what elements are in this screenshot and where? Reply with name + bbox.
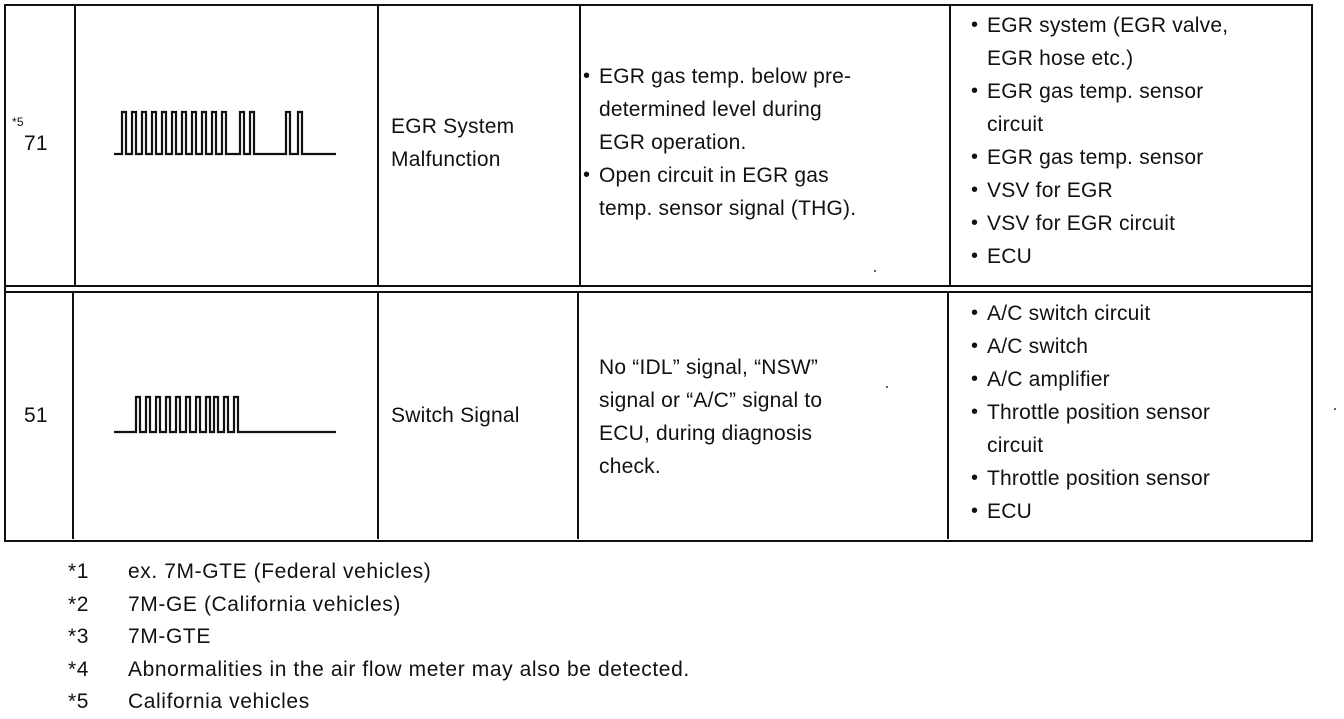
list-item-line: EGR operation. (599, 131, 747, 154)
list-item (579, 159, 856, 225)
code-footnote-mark: *5 (12, 115, 24, 129)
list-item-line: • VSV for EGR circuit (987, 212, 1176, 235)
diagnosis-line: ECU, during diagnosis (599, 422, 813, 445)
list-item-line: • ECU (987, 500, 1032, 523)
footnote-mark: *2 (68, 592, 90, 616)
diagnosis-cell (579, 291, 949, 539)
footnote (68, 589, 690, 622)
list-item (967, 141, 1307, 174)
diagnosis-list (579, 60, 856, 225)
system-name (377, 399, 520, 432)
footnote-text: 7M-GE (California vehicles) (128, 592, 401, 616)
list-item (967, 9, 1307, 75)
footnote-text: California vehicles (128, 690, 310, 713)
code-number: 71 (24, 132, 48, 155)
list-item-line: determined level during (599, 98, 822, 121)
list-item-line: • A/C amplifier (987, 368, 1110, 391)
footnote (68, 654, 690, 687)
diagnostic-code-table (4, 4, 1313, 542)
footnotes (68, 556, 690, 719)
code-number: 51 (24, 404, 48, 427)
trouble-area-cell (949, 291, 1311, 539)
system-cell (377, 291, 579, 539)
footnote-mark: *4 (68, 657, 90, 681)
system-name (377, 110, 514, 176)
footnote-mark: *5 (68, 690, 90, 713)
list-item-line: • EGR gas temp. sensor (987, 146, 1204, 169)
diagnosis-text (599, 351, 822, 483)
pulse-pattern-cell (74, 6, 377, 285)
row-divider (6, 285, 1311, 287)
list-item (967, 75, 1307, 141)
trouble-area-cell (949, 6, 1311, 285)
code-cell (6, 291, 74, 539)
diagnosis-cell (579, 6, 949, 285)
diagnosis-line: check. (599, 455, 661, 478)
system-cell (377, 6, 579, 285)
system-name-line: EGR System (391, 115, 515, 138)
list-item-line: EGR hose etc.) (987, 47, 1134, 70)
list-item-line: circuit (987, 113, 1044, 136)
list-item-line: • Throttle position sensor (987, 401, 1211, 424)
list-item (967, 396, 1307, 462)
diagnosis-line: signal or “A/C” signal to (599, 389, 823, 412)
footnote-text: ex. 7M-GTE (Federal vehicles) (128, 560, 432, 583)
list-item (967, 462, 1307, 495)
list-item (967, 174, 1307, 207)
table-row-code-71 (6, 6, 1311, 285)
footnote (68, 556, 690, 589)
list-item (967, 207, 1307, 240)
list-item-line: • ECU (987, 245, 1032, 268)
pulse-waveform-51 (114, 394, 340, 436)
list-item-line: circuit (987, 434, 1044, 457)
system-name-line: Malfunction (391, 148, 501, 171)
print-speck (874, 270, 876, 272)
list-item-line: temp. sensor signal (THG). (599, 197, 857, 220)
print-speck (886, 386, 888, 388)
print-speck (1334, 408, 1336, 410)
trouble-area-list (967, 297, 1307, 528)
list-item-line: • VSV for EGR (987, 179, 1113, 202)
system-name-line: Switch Signal (391, 404, 520, 427)
code-cell (6, 6, 74, 285)
diagnosis-line: No “IDL” signal, “NSW” (599, 356, 819, 379)
list-item-line: • EGR gas temp. below pre- (599, 65, 852, 88)
list-item (579, 60, 856, 159)
pulse-pattern-cell (74, 291, 377, 539)
list-item-line: • EGR gas temp. sensor (987, 80, 1204, 103)
footnote-text: Abnormalities in the air flow meter may also be detected. (128, 657, 690, 681)
pulse-waveform-71 (114, 109, 340, 159)
list-item (967, 240, 1307, 273)
footnote-mark: *1 (68, 560, 90, 583)
list-item (967, 495, 1307, 528)
trouble-area-list (967, 9, 1307, 273)
footnote (68, 621, 690, 654)
list-item (967, 297, 1307, 330)
list-item-line: • Throttle position sensor (987, 467, 1211, 490)
footnote-mark: *3 (68, 625, 90, 648)
list-item (967, 330, 1307, 363)
list-item-line: • A/C switch (987, 335, 1089, 358)
table-row-code-51 (6, 291, 1311, 539)
footnote-text: 7M-GTE (128, 625, 211, 648)
list-item-line: • A/C switch circuit (987, 302, 1151, 325)
list-item-line: • Open circuit in EGR gas (599, 164, 829, 187)
list-item (967, 363, 1307, 396)
list-item-line: • EGR system (EGR valve, (987, 14, 1229, 37)
